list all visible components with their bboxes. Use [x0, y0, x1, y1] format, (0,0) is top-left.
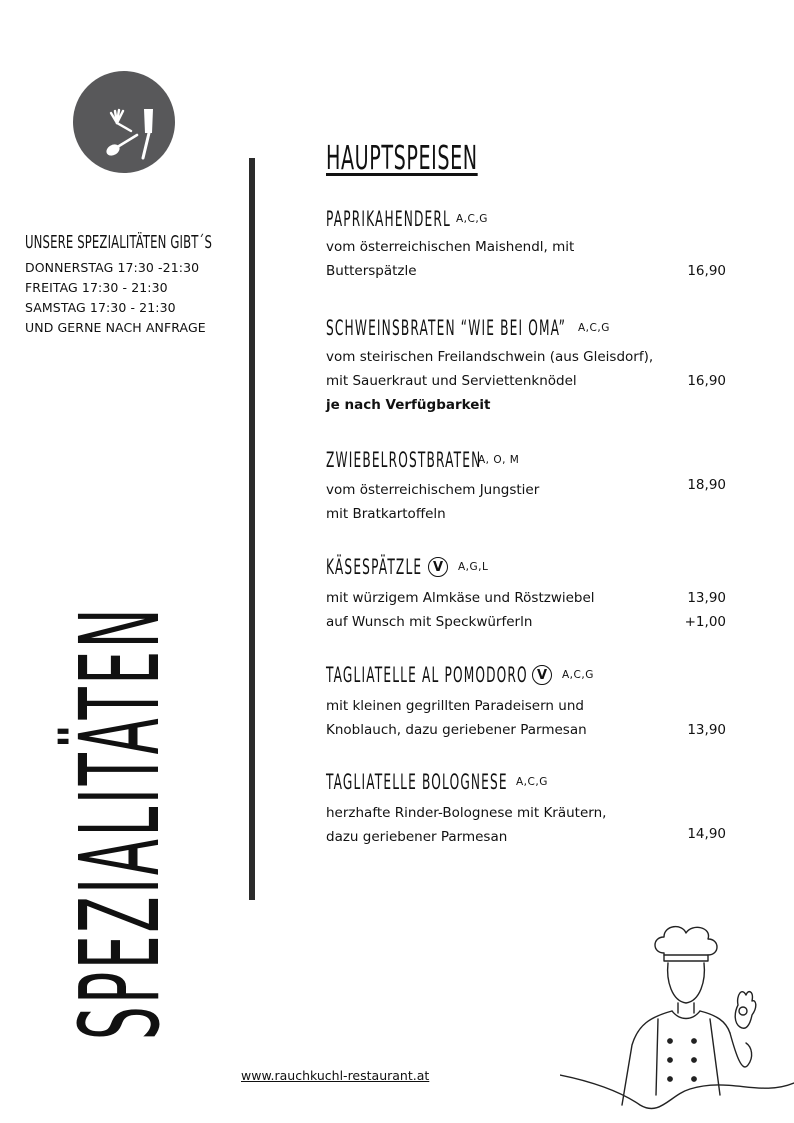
menu-item-allergens: A, O, M [478, 454, 520, 466]
availability-note: je nach Verfügbarkeit [326, 397, 491, 413]
menu-item [326, 663, 726, 742]
menu-item-description: vom steirischen Freilandschwein (aus Gleisdorf), [326, 349, 654, 365]
menu-item-price: 14,90 [687, 826, 726, 842]
menu-item-allergens: A,C,G [456, 213, 488, 225]
menu-item-description: mit kleinen gegrillten Paradeisern und [326, 698, 584, 714]
menu-item-description: vom österreichischem Jungstier [326, 482, 540, 498]
menu-item [326, 316, 726, 417]
menu-item-allergens: A,C,G [562, 669, 594, 681]
section-title: HAUPTSPEISEN [326, 138, 478, 177]
menu-item-description: dazu geriebener Parmesan [326, 829, 508, 845]
menu-item-description: mit Bratkartoffeln [326, 506, 446, 522]
opening-hours-line: FREITAG 17:30 - 21:30 [25, 280, 168, 295]
menu-item-price: 16,90 [687, 263, 726, 279]
menu-item-name: KÄSESPÄTZLE [326, 555, 423, 579]
menu-item [326, 770, 726, 849]
menu-item-name: PAPRIKAHENDERL [326, 207, 451, 231]
vegetarian-leaf-icon: V [532, 665, 552, 685]
opening-hours-line: SAMSTAG 17:30 - 21:30 [25, 300, 176, 315]
menu-item-description: auf Wunsch mit Speckwürferln [326, 614, 533, 630]
opening-hours-title: UNSERE SPEZIALITÄTEN GIBT´S [25, 232, 213, 253]
menu-item-description: herzhafte Rinder-Bolognese mit Kräutern, [326, 805, 607, 821]
menu-item-name: SCHWEINSBRATEN “WIE BEI OMA” [326, 316, 567, 340]
menu-item-description: Butterspätzle [326, 263, 417, 279]
menu-item-price: 13,90 [687, 722, 726, 738]
opening-hours [25, 232, 250, 338]
menu-item-name: TAGLIATELLE AL POMODORO [326, 663, 528, 687]
menu-item-price: 18,90 [687, 477, 726, 493]
menu-item-allergens: A,C,G [516, 776, 548, 788]
menu-item-description: mit Sauerkraut und Serviettenknödel [326, 373, 577, 389]
menu-item [326, 448, 726, 526]
opening-hours-line: DONNERSTAG 17:30 -21:30 [25, 260, 200, 275]
menu-item-description: Knoblauch, dazu geriebener Parmesan [326, 722, 587, 738]
menu-item-allergens: A,C,G [578, 322, 610, 334]
cutlery-logo-icon [73, 71, 175, 173]
menu-item-name: ZWIEBELROSTBRATEN [326, 448, 482, 472]
chef-illustration-icon [560, 915, 794, 1120]
side-title: SPEZIALITÄTEN [56, 605, 184, 1040]
vertical-divider [249, 158, 255, 900]
menu-item-extra-price: +1,00 [684, 614, 726, 630]
menu-item [326, 555, 726, 634]
menu-item-description: vom österreichischen Maishendl, mit [326, 239, 575, 255]
menu-item-name: TAGLIATELLE BOLOGNESE [326, 770, 508, 794]
opening-hours-line: UND GERNE NACH ANFRAGE [25, 320, 206, 335]
menu-item-price: 13,90 [687, 590, 726, 606]
menu-item-description: mit würzigem Almkäse und Röstzwiebel [326, 590, 595, 606]
website-link[interactable]: www.rauchkuchl-restaurant.at [241, 1068, 430, 1083]
menu-item-price: 16,90 [687, 373, 726, 389]
menu-item-allergens: A,G,L [458, 561, 489, 573]
menu-item [326, 207, 726, 283]
vegetarian-leaf-icon: V [428, 557, 448, 577]
